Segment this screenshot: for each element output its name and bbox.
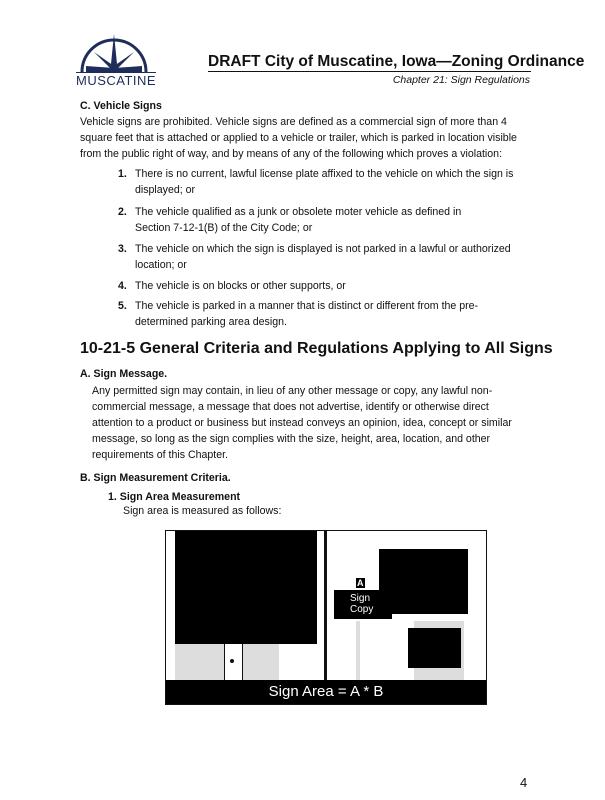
chapter-subtitle: Chapter 21: Sign Regulations [392,74,530,86]
list-item: 4. The vehicle is on blocks or other supports, or [118,280,346,292]
sign-area-heading: 1. Sign Area Measurement [108,491,241,503]
list-item: 2. The vehicle qualified as a junk or obsolete moter vehicle as defined in Section 7-12-1(B) of the City Code; or [118,206,462,234]
section-c-heading: C. Vehicle Signs [80,100,162,112]
sign-copy: Sign Copy [334,590,392,619]
figure-caption: Sign Area = A * B [166,680,486,704]
marker-a: A [357,578,364,588]
section-a-heading: A. Sign Message. [80,368,168,380]
document-title: DRAFT City of Muscatine, Iowa—Zoning Ordinance [208,53,585,70]
list-item: 5. The vehicle is parked in a manner that is distinct or different from the pre-determined parking area design. [118,300,479,328]
redacted-block [379,549,468,614]
section-heading: 10-21-5 General Criteria and Regulations Applying to All Signs [80,340,553,357]
door-knob [230,659,234,663]
figure-divider [324,531,327,681]
page-number: 4 [520,775,528,790]
redacted-block [175,531,317,644]
section-b-heading: B. Sign Measurement Criteria. [80,472,231,484]
section-a-body: Any permitted sign may contain, in lieu of any other message or copy, any lawful non-commercial message, a message that does not advertise, identify or otherwise direct attention to a product or business but instead conveys an opinion, idea, concept or similar message, so long as the sign complies with the size, height, area, location, and other requirements of this Chapter. [92,385,512,461]
redacted-block [408,628,461,668]
list-item: 1. There is no current, lawful license plate affixed to the vehicle on which the sign is displayed; or [118,168,514,196]
sign-area-text: Sign area is measured as follows: [123,505,282,517]
muscatine-logo-icon [74,30,154,74]
sign-area-figure [165,530,487,705]
sign-post [356,621,360,681]
list-item: 3. The vehicle on which the sign is displayed is not parked in a lawful or authorized location; or [118,243,511,271]
section-c-body: Vehicle signs are prohibited. Vehicle signs are defined as a commercial sign of more than 4 square feet that is attached or applied to a vehicle or trailer, which is parked in location visible from the public right of way, and by means of any of the following which proves a violation: [80,116,517,160]
logo-text: MUSCATINE [76,73,157,88]
